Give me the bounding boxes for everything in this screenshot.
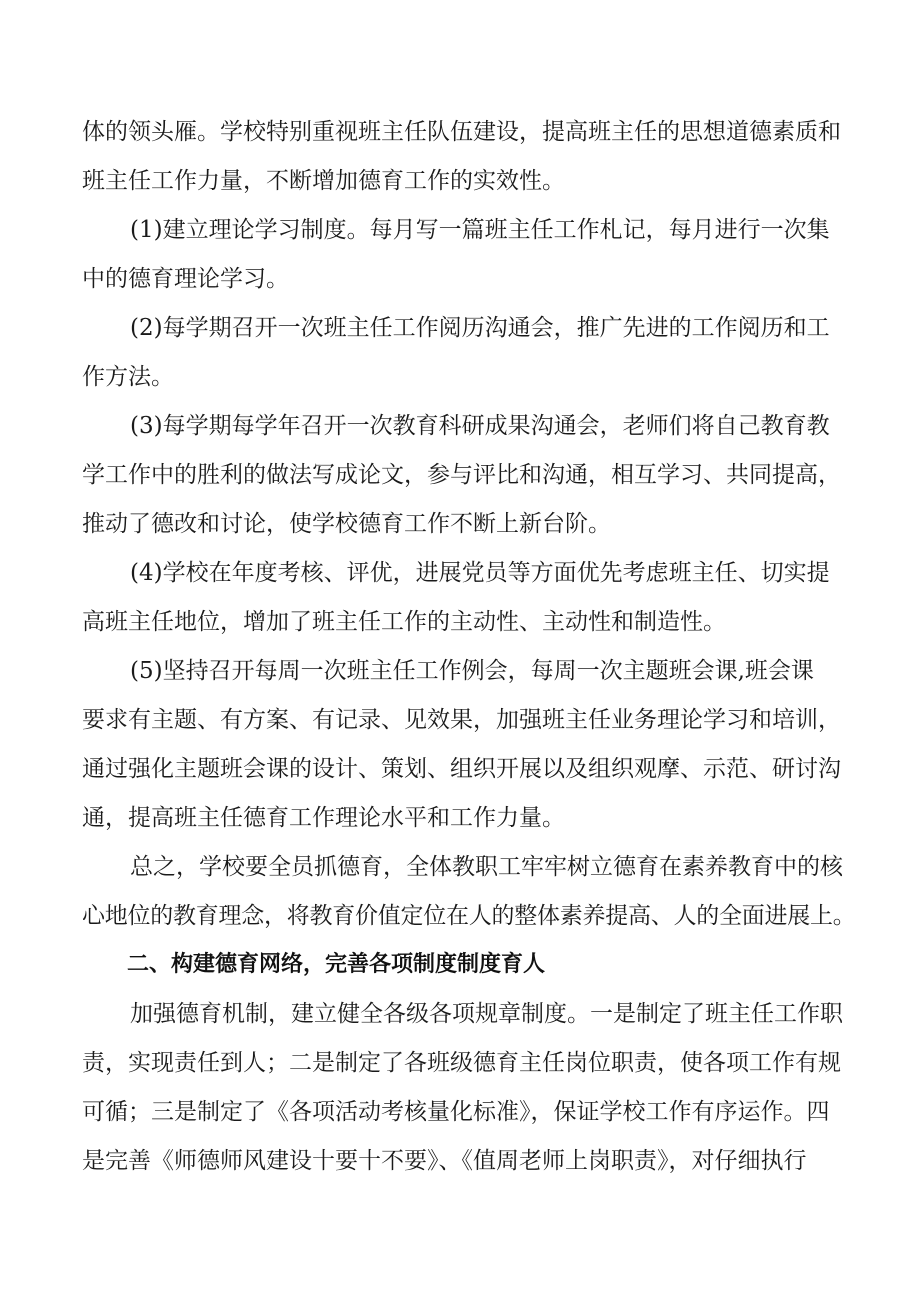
line-text: (1)建立理论学习制度。每月写一篇班主任工作札记，每月进行一次集 — [130, 217, 830, 243]
line-text: 作方法。 — [82, 364, 174, 390]
text-line — [0, 500, 920, 548]
line-text: 要求有主题、有方案、有记录、见效果，加强班主任业务理论学习和培训， — [82, 707, 841, 733]
line-text: (5)坚持召开每周一次班主任工作例会，每周一次主题班会课,班会课 — [130, 658, 814, 684]
text-line — [0, 353, 920, 401]
text-line — [0, 157, 920, 205]
text-line — [0, 206, 920, 254]
text-line — [0, 304, 920, 352]
line-text: 中的德育理论学习。 — [82, 266, 289, 292]
line-text: (3)每学期每学年召开一次教育科研成果沟通会，老师们将自己教育教 — [130, 413, 830, 439]
section-heading-text: 二、构建德育网络，完善各项制度制度育人 — [127, 952, 546, 977]
text-line — [0, 402, 920, 450]
text-line — [0, 1137, 920, 1185]
line-text: (2)每学期召开一次班主任工作阅历沟通会，推广先进的工作阅历和工 — [130, 315, 830, 341]
line-text: 是完善《师德师风建设十要十不要》、《值周老师上岗职责》，对仔细执行 — [82, 1148, 807, 1174]
text-line — [0, 451, 920, 499]
line-text: 体的领头雁。学校特别重视班主任队伍建设，提高班主任的思想道德素质和 — [82, 119, 841, 145]
text-line — [0, 647, 920, 695]
line-text: 学工作中的胜利的做法写成论文，参与评比和沟通，相互学习、共同提高， — [82, 462, 841, 488]
text-line — [0, 255, 920, 303]
line-text: 通过强化主题班会课的设计、策划、组织开展以及组织观摩、示范、研讨沟 — [82, 756, 841, 782]
text-line — [0, 549, 920, 597]
text-line — [0, 843, 920, 891]
text-line — [0, 892, 920, 940]
line-text: 加强德育机制，建立健全各级各项规章制度。一是制定了班主任工作职 — [130, 1001, 843, 1027]
text-line — [0, 990, 920, 1038]
text-line — [0, 598, 920, 646]
line-text: 责，实现责任到人；二是制定了各班级德育主任岗位职责，使各项工作有规 — [82, 1050, 841, 1076]
line-text: 高班主任地位，增加了班主任工作的主动性、主动性和制造性。 — [82, 609, 726, 635]
text-line — [0, 745, 920, 793]
line-text: 通，提高班主任德育工作理论水平和工作力量。 — [82, 805, 565, 831]
line-text: 总之，学校要全员抓德育，全体教职工牢牢树立德育在素养教育中的核 — [130, 854, 843, 880]
text-line — [0, 108, 920, 156]
text-line — [0, 794, 920, 842]
line-text: 心地位的教育理念，将教育价值定位在人的整体素养提高、人的全面进展上。 — [82, 903, 856, 929]
text-line — [0, 696, 920, 744]
line-text: 推动了德改和讨论，使学校德育工作不断上新台阶。 — [82, 511, 611, 537]
text-line — [0, 1088, 920, 1136]
section-heading — [0, 941, 920, 989]
line-text: 可循；三是制定了《各项活动考核量化标准》，保证学校工作有序运作。四 — [82, 1099, 830, 1125]
line-text: (4)学校在年度考核、评优，进展党员等方面优先考虑班主任、切实提 — [130, 560, 830, 586]
line-text: 班主任工作力量，不断增加德育工作的实效性。 — [82, 168, 565, 194]
text-line — [0, 1039, 920, 1087]
